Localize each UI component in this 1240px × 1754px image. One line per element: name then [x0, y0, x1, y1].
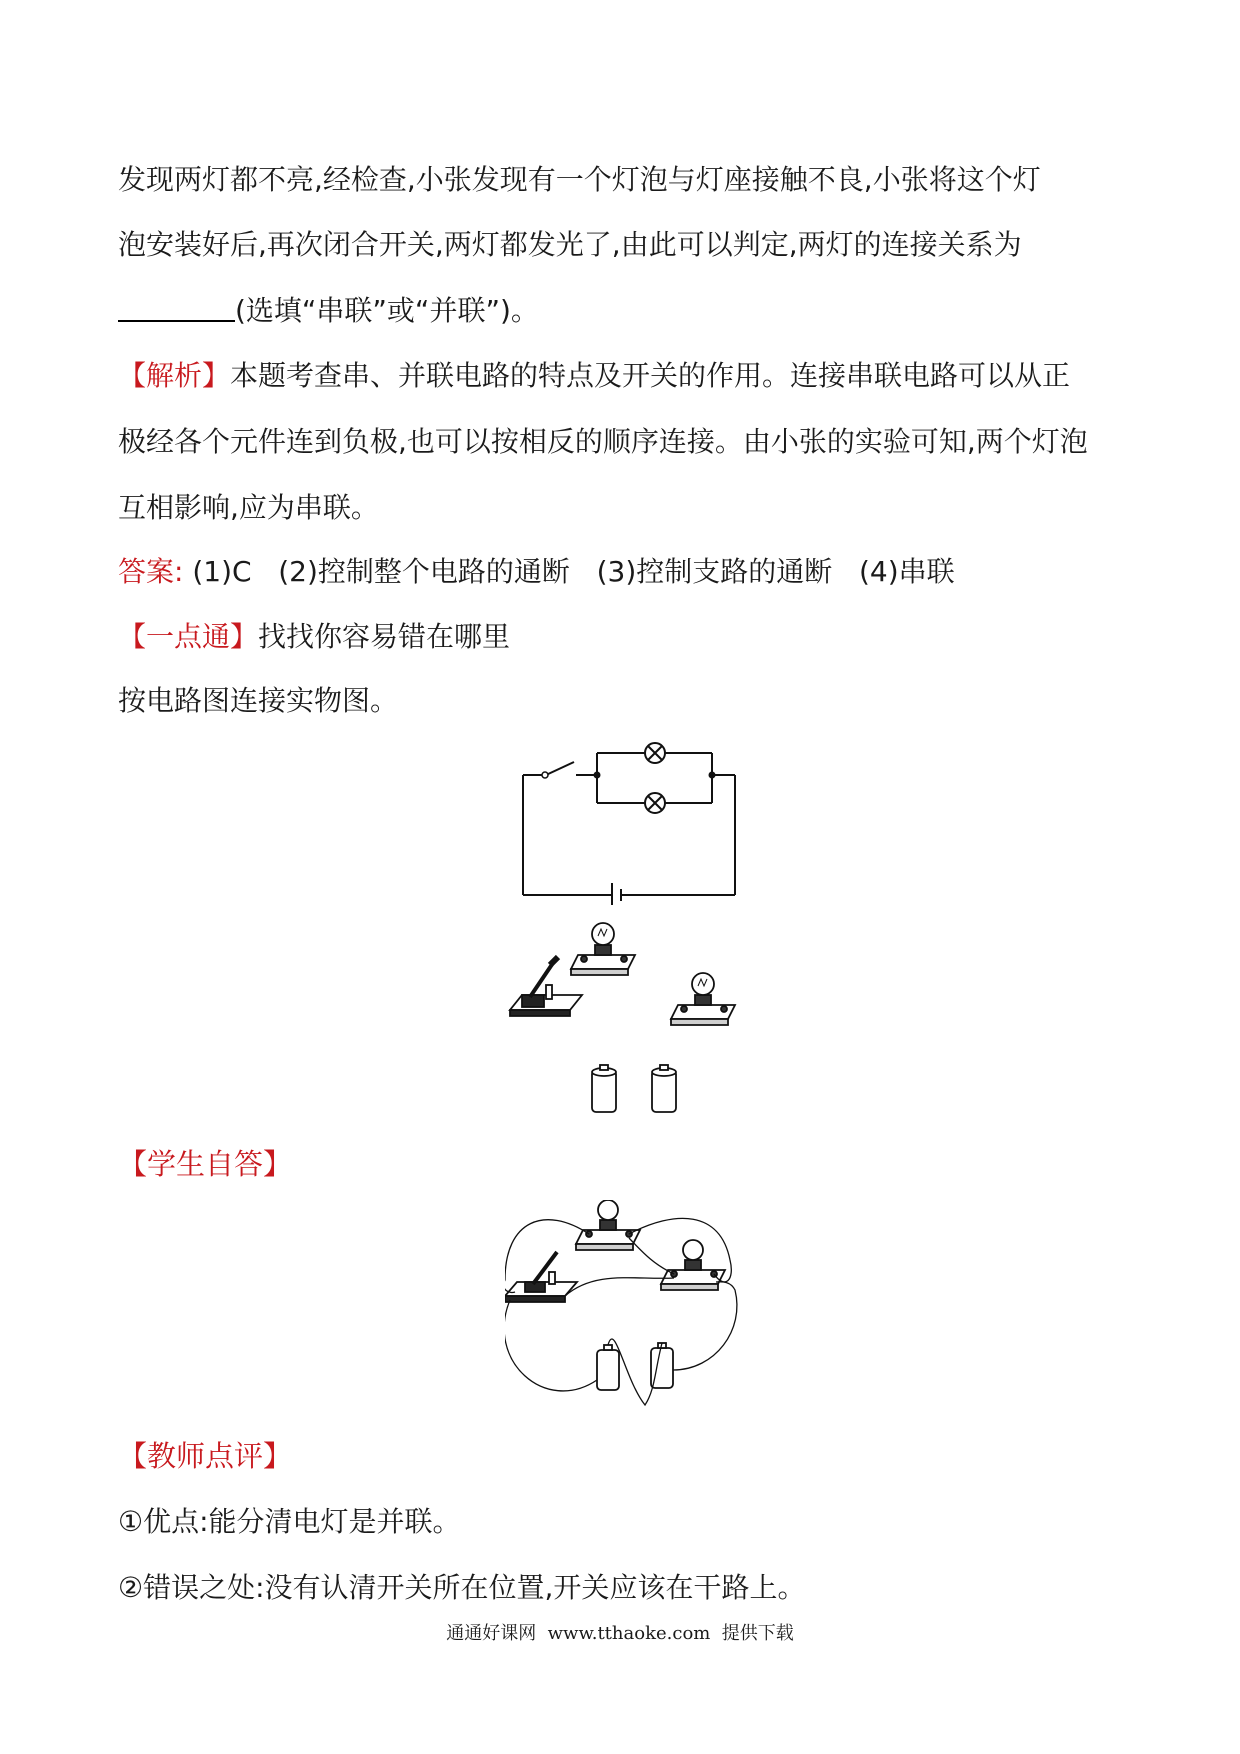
- bulb-holder-1: [571, 923, 635, 975]
- circuit-diagram: [510, 735, 750, 905]
- battery-2: [652, 1065, 676, 1112]
- wire-4: [565, 1278, 674, 1296]
- student-label: 【学生自答】: [118, 1147, 293, 1181]
- teacher-label-line: [118, 1436, 292, 1476]
- question-line-3-text: (选填“串联”或“并联”)。: [235, 294, 539, 327]
- wire-5: [505, 1300, 597, 1391]
- tip-label: 【一点通】: [118, 620, 259, 653]
- junction-dot-right: [709, 772, 716, 779]
- task-line: 按电路图连接实物图。: [118, 684, 399, 717]
- teacher-item-2: ②错误之处:没有认清开关所在位置,开关应该在干路上。: [118, 1571, 806, 1604]
- question-line-3: [118, 290, 539, 331]
- knife-switch: [510, 957, 582, 1016]
- question-line-1: 发现两灯都不亮,经检查,小张发现有一个灯泡与灯座接触不良,小张将这个灯: [118, 163, 1041, 196]
- switch-pivot: [542, 772, 548, 778]
- student-battery-1: [597, 1345, 619, 1390]
- analysis-line-1: [118, 356, 1070, 396]
- bulb-holder-2: [671, 973, 735, 1025]
- teacher-item-1: ①优点:能分清电灯是并联。: [118, 1505, 461, 1538]
- tip-text: 找找你容易错在哪里: [258, 620, 511, 653]
- student-bulb-holder-1: [576, 1200, 640, 1250]
- tip-line: [118, 617, 510, 657]
- wire-3: [629, 1238, 674, 1274]
- analysis-text-1: 本题考查串、并联电路的特点及开关的作用。连接串联电路可以从正: [230, 359, 1071, 392]
- student-wiring-figure: [505, 1200, 765, 1410]
- student-label-line: [118, 1144, 292, 1184]
- junction-dot-left: [594, 772, 601, 779]
- answer-line: [118, 552, 955, 592]
- teacher-label: 【教师点评】: [118, 1439, 293, 1473]
- student-bulb-holder-2: [661, 1240, 725, 1290]
- answer-blank: [118, 290, 235, 322]
- analysis-label: 【解析】: [118, 359, 231, 392]
- answer-label: 答案:: [118, 555, 184, 588]
- answer-text: (1)C (2)控制整个电路的通断 (3)控制支路的通断 (4)串联: [183, 555, 955, 588]
- components-figure: [500, 915, 760, 1125]
- question-line-2: 泡安装好后,再次闭合开关,两灯都发光了,由此可以判定,两灯的连接关系为: [118, 228, 1022, 261]
- battery-1: [592, 1065, 616, 1112]
- wire-7: [673, 1282, 737, 1370]
- analysis-line-2: 极经各个元件连到负极,也可以按相反的顺序连接。由小张的实验可知,两个灯泡: [118, 425, 1088, 458]
- analysis-line-3: 互相影响,应为串联。: [118, 491, 379, 524]
- page-footer: 通通好课网 www.tthaoke.com 提供下载: [446, 1623, 794, 1644]
